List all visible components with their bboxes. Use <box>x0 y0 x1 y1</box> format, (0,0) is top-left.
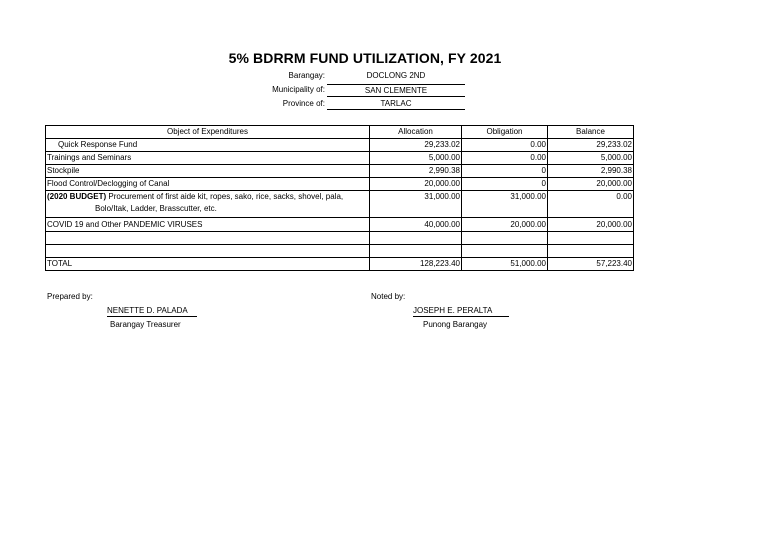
table-row <box>46 152 634 165</box>
empty-cell <box>370 245 462 258</box>
row-balance: 0.00 <box>548 191 634 218</box>
table-row <box>46 191 634 218</box>
row-allocation: 31,000.00 <box>370 191 462 218</box>
row-balance: 20,000.00 <box>548 178 634 191</box>
province-label: Province of: <box>282 99 325 108</box>
row-object: Quick Response Fund <box>46 139 370 152</box>
municipality-label: Municipality of: <box>272 85 325 94</box>
table-row <box>46 139 634 152</box>
row-object: Trainings and Seminars <box>46 152 370 165</box>
row-balance: 2,990.38 <box>548 165 634 178</box>
row-object-text-line2: Bolo/Itak, Ladder, Brasscutter, etc. <box>95 204 217 213</box>
row-obligation: 20,000.00 <box>462 218 548 232</box>
document-title: 5% BDRRM FUND UTILIZATION, FY 2021 <box>228 50 502 66</box>
row-balance: 5,000.00 <box>548 152 634 165</box>
row-object: COVID 19 and Other PANDEMIC VIRUSES <box>46 218 370 232</box>
row-allocation: 29,233.02 <box>370 139 462 152</box>
noted-by-name: JOSEPH E. PERALTA <box>413 305 509 317</box>
header-balance: Balance <box>548 126 634 139</box>
table-header-row <box>46 126 634 139</box>
municipality-value: SAN CLEMENTE <box>327 84 465 97</box>
header-obligation: Obligation <box>462 126 548 139</box>
noted-by-position: Punong Barangay <box>423 320 488 329</box>
row-object-multiline <box>46 191 370 218</box>
empty-cell <box>548 245 634 258</box>
row-allocation: 40,000.00 <box>370 218 462 232</box>
total-allocation: 128,223.40 <box>370 258 462 271</box>
row-allocation: 2,990.38 <box>370 165 462 178</box>
row-obligation: 0 <box>462 178 548 191</box>
row-object-budget-tag: (2020 BUDGET) <box>47 192 107 201</box>
barangay-value: DOCLONG 2ND <box>366 71 426 80</box>
empty-cell <box>462 245 548 258</box>
empty-cell <box>46 232 370 245</box>
empty-cell <box>46 245 370 258</box>
table-row <box>46 218 634 232</box>
prepared-by-label: Prepared by: <box>47 292 93 301</box>
row-object: Stockpile <box>46 165 370 178</box>
noted-by-label: Noted by: <box>371 292 406 301</box>
table-row <box>46 178 634 191</box>
row-object-text: Procurement of first aide kit, ropes, sako, rice, sacks, shovel, pala, <box>108 192 344 201</box>
empty-row <box>46 245 634 258</box>
total-obligation: 51,000.00 <box>462 258 548 271</box>
empty-row <box>46 232 634 245</box>
row-allocation: 5,000.00 <box>370 152 462 165</box>
row-obligation: 0.00 <box>462 139 548 152</box>
empty-cell <box>548 232 634 245</box>
empty-cell <box>370 232 462 245</box>
total-row <box>46 258 634 271</box>
row-balance: 29,233.02 <box>548 139 634 152</box>
table-row <box>46 165 634 178</box>
province-value: TARLAC <box>327 98 465 110</box>
header-object: Object of Expenditures <box>46 126 370 139</box>
row-object: Flood Control/Declogging of Canal <box>46 178 370 191</box>
prepared-by-position: Barangay Treasurer <box>110 320 181 329</box>
row-obligation: 0.00 <box>462 152 548 165</box>
prepared-by-name: NENETTE D. PALADA <box>107 305 197 317</box>
barangay-label: Barangay: <box>288 71 325 80</box>
total-label: TOTAL <box>46 258 370 271</box>
header-allocation: Allocation <box>370 126 462 139</box>
row-balance: 20,000.00 <box>548 218 634 232</box>
row-allocation: 20,000.00 <box>370 178 462 191</box>
row-obligation: 0 <box>462 165 548 178</box>
fund-utilization-table <box>45 125 634 271</box>
row-obligation: 31,000.00 <box>462 191 548 218</box>
empty-cell <box>462 232 548 245</box>
total-balance: 57,223.40 <box>548 258 634 271</box>
